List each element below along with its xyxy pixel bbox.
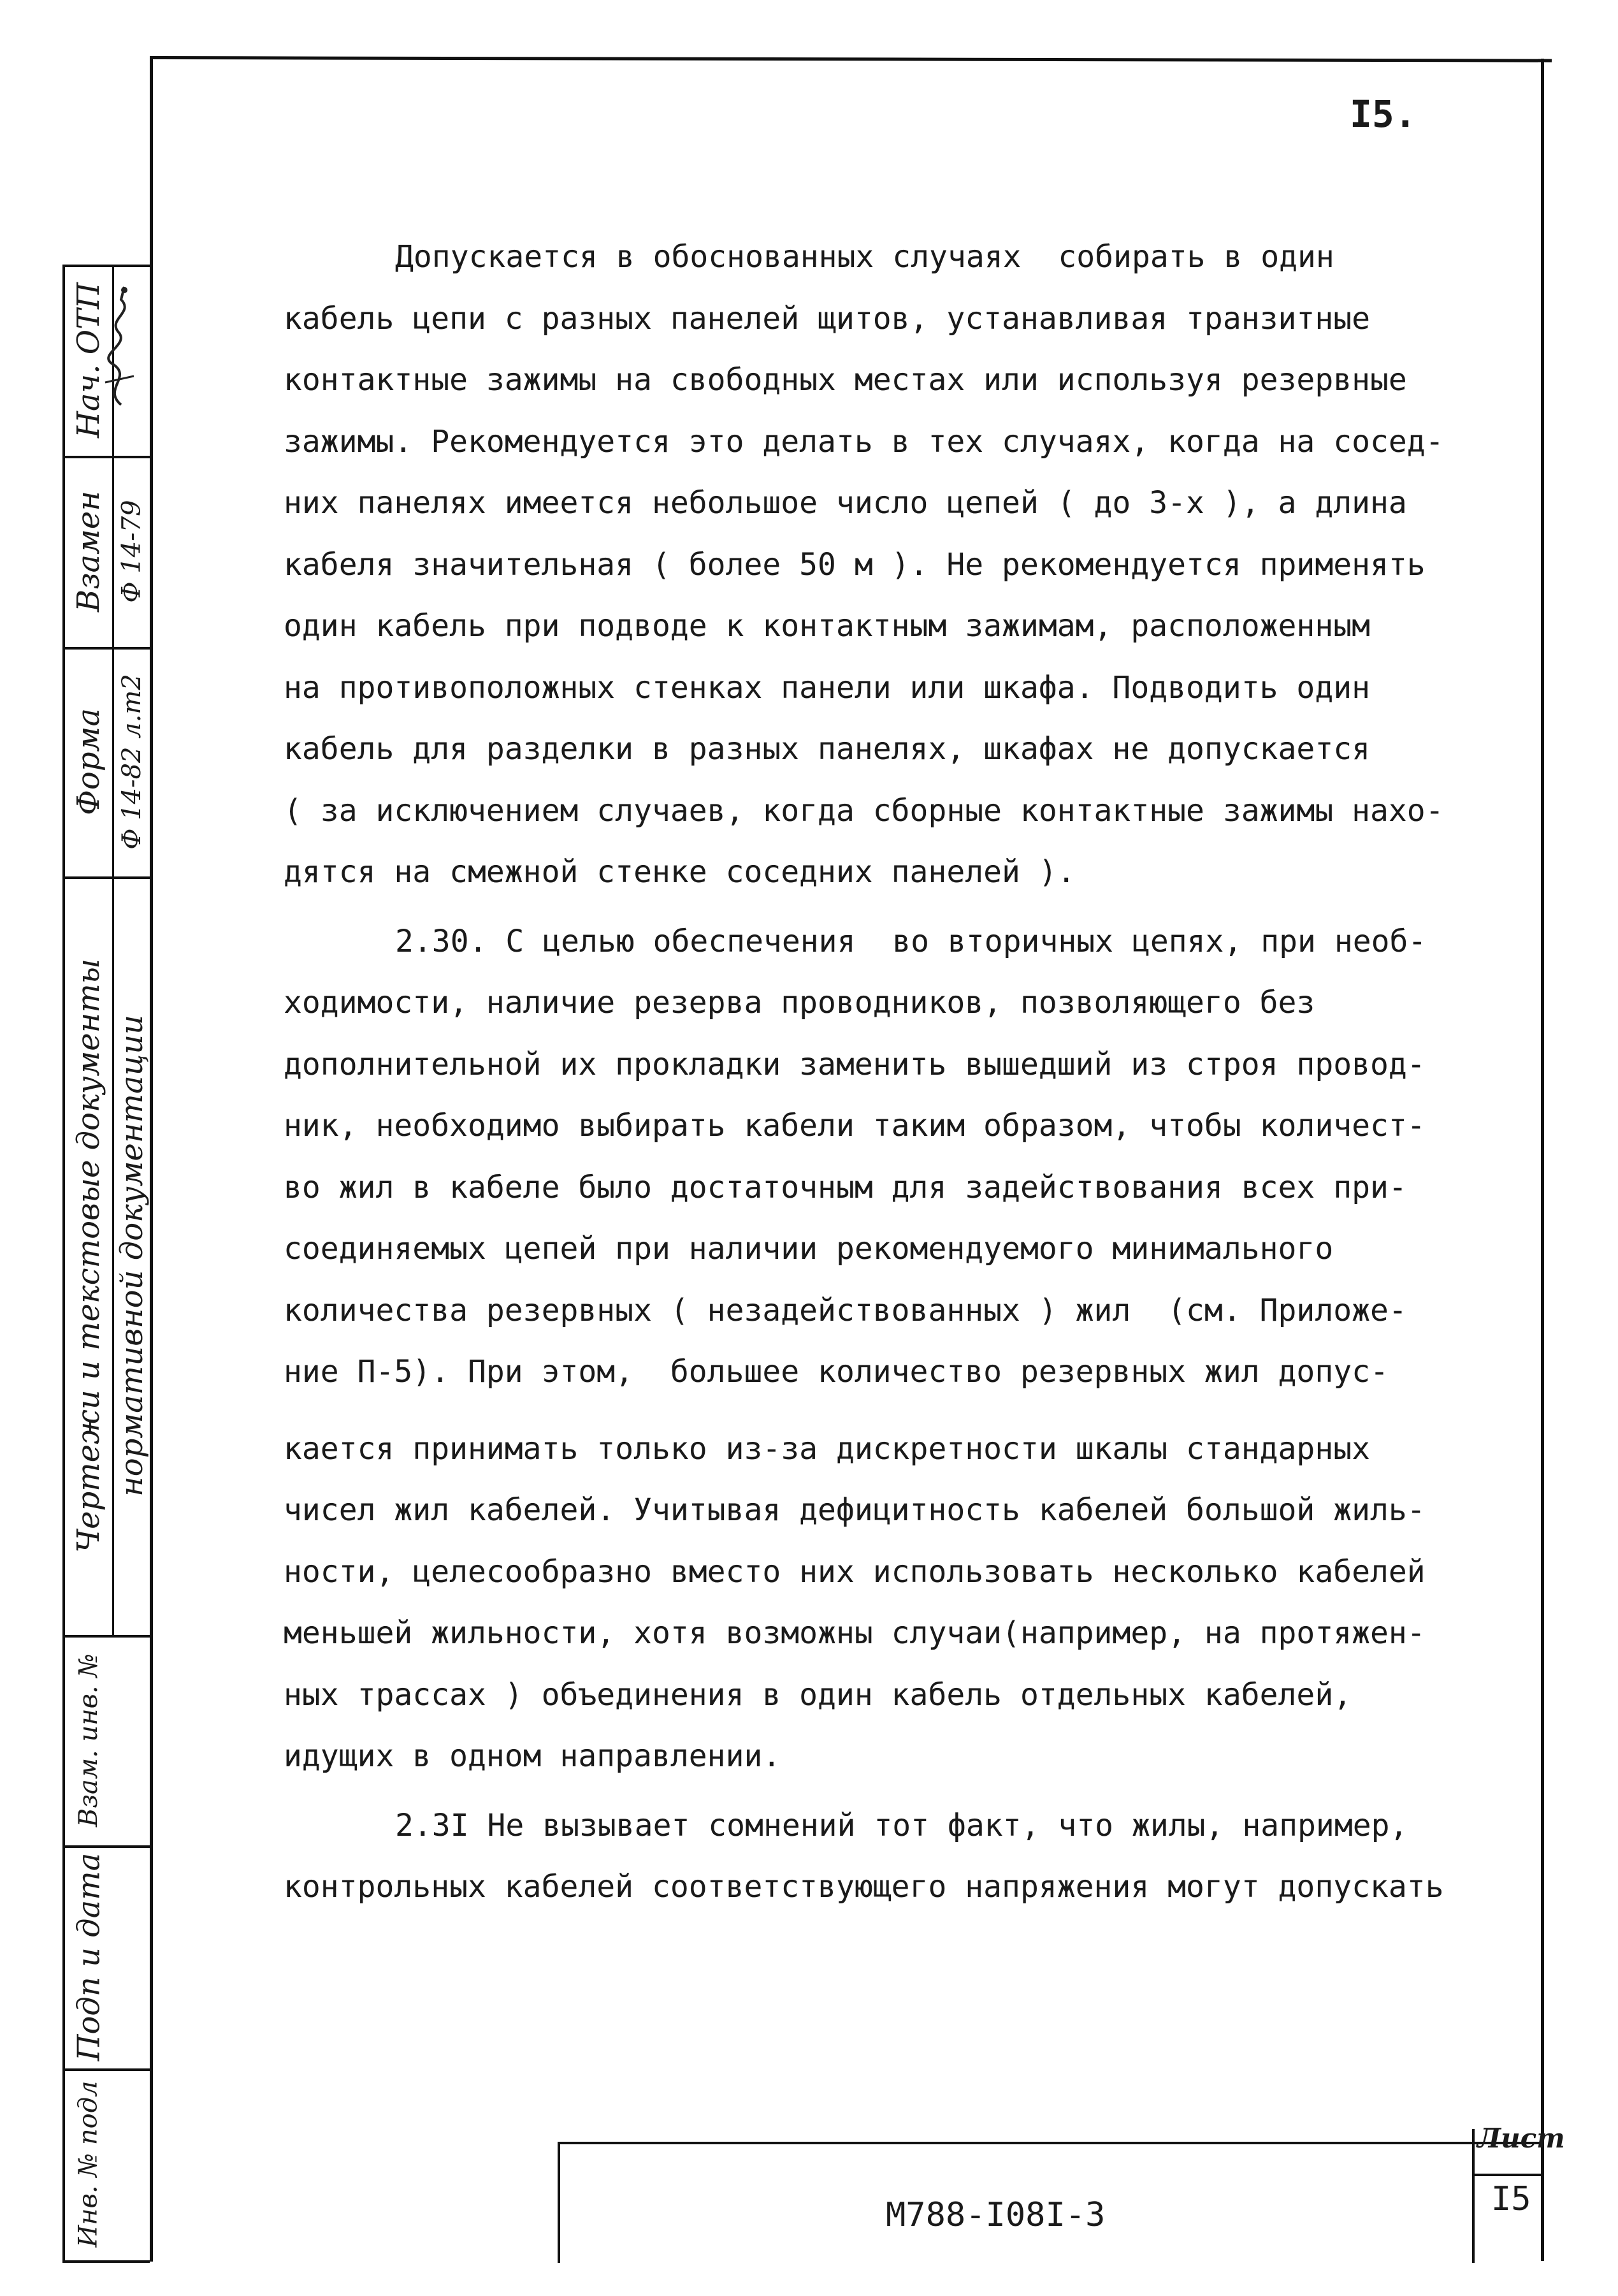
stamp-vzamen-label: Взамен: [71, 491, 107, 612]
text-line: зажимы. Рекомендуется это делать в тех случаях, когда на сосед-: [284, 423, 1444, 460]
text-line: ( за исключением случаев, когда сборные контактные зажимы нахо-: [284, 792, 1444, 829]
title-block-top-border: [558, 2142, 1542, 2144]
margin-stamp: [62, 265, 150, 2263]
document-code: М788-I08I-3: [886, 2196, 1106, 2234]
text-line: 2.30. С целью обеспечения во вторичных цепях, при необ-: [395, 923, 1427, 959]
body-text: [284, 226, 1494, 1918]
text-line: ных трассах ) объединения в один кабель отдельных кабелей,: [284, 1676, 1352, 1713]
text-line: на противоположных стенках панели или шкафа. Подводить один: [284, 669, 1371, 706]
text-line: ности, целесообразно вместо них использовать несколько кабелей: [284, 1553, 1426, 1590]
stamp-doc-line2: нормативной документации: [114, 1015, 150, 1497]
text-line: контрольных кабелей соответствующего напряжения могут допускать: [284, 1869, 1444, 1905]
text-line: ние П-5). При этом, большее количество резервных жил допус-: [284, 1354, 1389, 1390]
text-line: дятся на смежной стенке соседних панелей ).: [284, 854, 1076, 890]
text-line: кабель для разделки в разных панелях, шкафах не допускается: [284, 731, 1371, 767]
title-block-left-border: [558, 2142, 560, 2263]
text-line: Допускается в обоснованных случаях собирать в один: [395, 239, 1334, 275]
stamp-vzam-inv: Взам. инв. №: [74, 1653, 104, 1827]
frame-top-border: [150, 56, 1552, 62]
page-number: I5.: [1350, 92, 1417, 136]
sheet-number: I5: [1491, 2180, 1531, 2218]
text-line: дополнительной их прокладки заменить вышедший из строя провод-: [284, 1046, 1426, 1082]
text-line: ходимости, наличие резерва проводников, позволяющего без: [284, 985, 1315, 1021]
sheet-label: Лист: [1477, 2123, 1565, 2154]
stamp-doc-line1: Чертежи и текстовые документы: [71, 959, 106, 1553]
title-block-sheet-divider: [1472, 2129, 1475, 2263]
frame-left-border: [150, 56, 153, 2262]
signature-icon: [96, 280, 140, 408]
stamp-nach-otp: Нач. ОТП: [71, 282, 107, 439]
text-line: идущих в одном направлении.: [284, 1738, 781, 1774]
text-line: кабель цепи с разных панелей щитов, устанавливая транзитные: [284, 300, 1371, 337]
text-line: кается принимать только из-за дискретности шкалы стандарных: [284, 1430, 1371, 1467]
text-line: соединяемых цепей при наличии рекомендуемого минимального: [284, 1231, 1334, 1267]
title-block-sheet-line: [1472, 2174, 1542, 2176]
stamp-forma-value: Ф 14-82 л.m2: [117, 674, 147, 850]
stamp-forma-label: Форма: [71, 708, 107, 815]
text-line: меньшей жильности, хотя возможны случаи(например, на протяжен-: [284, 1615, 1426, 1651]
frame-right-border: [1541, 59, 1544, 2261]
stamp-vzamen-value: Ф 14-79: [117, 500, 147, 603]
stamp-podp-data: Подп и дата: [71, 1852, 107, 2061]
text-line: во жил в кабеле было достаточным для задействования всех при-: [284, 1169, 1407, 1205]
text-line: ник, необходимо выбирать кабели таким образом, чтобы количест-: [284, 1108, 1426, 1144]
text-line: один кабель при подводе к контактным зажимам, расположенным: [284, 608, 1371, 644]
text-line: контактные зажимы на свободных местах или используя резервные: [284, 362, 1407, 398]
text-line: 2.3I Не вызывает сомнений тот факт, что жилы, например,: [395, 1807, 1408, 1843]
text-line: кабеля значительная ( более 50 м ). Не рекомендуется применять: [284, 546, 1426, 583]
text-line: них панелях имеется небольшое число цепей ( до 3-х ), а длина: [284, 485, 1407, 521]
stamp-inv-podl: Инв. № подл: [74, 2081, 104, 2248]
text-line: количества резервных ( незадействованных ) жил (см. Приложе-: [284, 1292, 1407, 1328]
text-line: чисел жил кабелей. Учитывая дефицитность кабелей большой жиль-: [284, 1492, 1426, 1528]
